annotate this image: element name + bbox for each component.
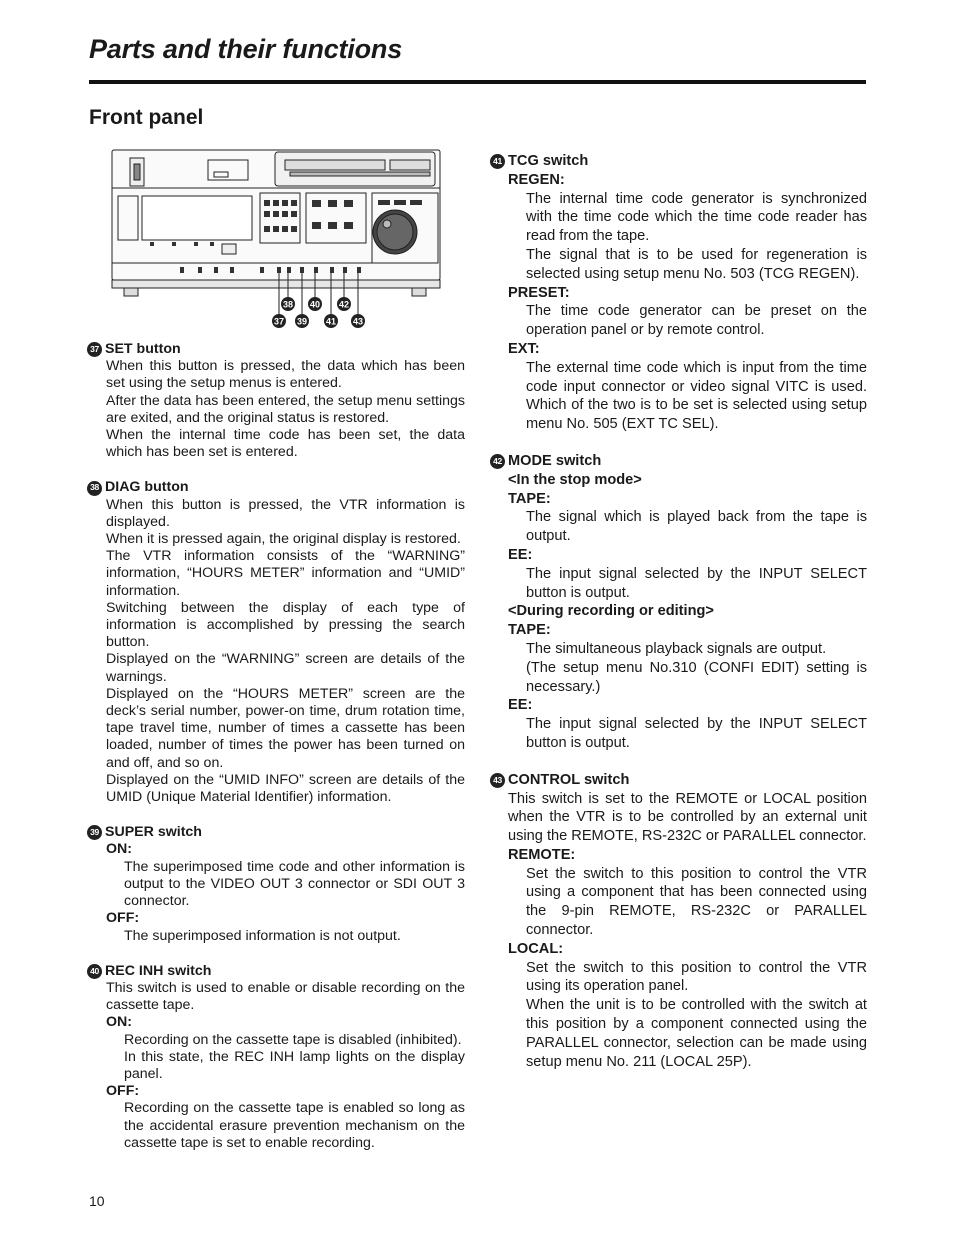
option-label: EE: [508,697,533,714]
option-text: Recording on the cassette tape is disabled (inhibited). [124,1031,462,1048]
option-label: REMOTE: [508,846,576,863]
option-label: ON: [106,1014,133,1031]
section-heading: CONTROL switch [508,771,630,788]
section-set-button [87,341,465,461]
title-rule [89,80,866,84]
paragraph: Displayed on the “UMID INFO” screen are details of the UMID (Unique Material Identifier) information. [106,771,465,806]
section-heading: MODE switch [508,452,602,469]
option-label: TAPE: [508,490,551,507]
option-text: Set the switch to this position to control the VTR using a component that has been connected using the 9-pin REMOTE, RS-232C or PARALLEL connector. [526,865,867,939]
option-label: OFF: [106,910,140,927]
option-label: EE: [508,546,533,563]
number-badge: 43 [490,773,505,788]
section-mode-switch [490,452,867,753]
front-panel-illustration [110,148,445,333]
option-text: The superimposed information is not output. [124,927,401,944]
number-badge: 41 [490,154,505,169]
number-badge: 42 [490,454,505,469]
option-label: EXT: [508,340,540,357]
option-label: ON: [106,841,133,858]
option-text: When the unit is to be controlled with the switch at this position by a component connected using the PARALLEL connector, selection can be made using setup menu No. 211 (LOCAL 25P). [526,997,867,1070]
option-text: Recording on the cassette tape is enabled so long as the accidental erasure prevention mechanism on the cassette tape is set to enable recording. [124,1100,465,1151]
section-tcg-switch [490,152,867,434]
paragraph: This switch is set to the REMOTE or LOCAL position when the VTR is to be controlled by an external unit using the REMOTE, RS-232C or PARALLEL connector. [508,790,867,845]
paragraph: Switching between the display of each type of information is accomplished by pressing the search button. [106,599,465,651]
paragraph: The VTR information consists of the “WARNING” information, “HOURS METER” information and “UMID” information. [106,548,465,599]
option-label: LOCAL: [508,940,564,957]
option-text: The time code generator can be preset on the operation panel or by remote control. [526,303,867,339]
section-super-switch [87,824,465,944]
callout-42-label: 42 [338,299,350,310]
option-text: The input signal selected by the INPUT SELECT button is output. [526,716,867,751]
callout-40-label: 40 [309,299,321,310]
paragraph: This switch is used to enable or disable recording on the cassette tape. [106,979,465,1014]
paragraph: When the internal time code has been set, the data which has been set is entered. [106,427,465,461]
option-text: In this state, the REC INH lamp lights on the display panel. [124,1048,465,1082]
right-column [490,152,867,1089]
option-label: TAPE: [508,622,551,639]
page-title: Parts and their functions [89,34,403,64]
option-text: The simultaneous playback signals are output. [526,640,827,657]
option-text: The input signal selected by the INPUT SELECT button is output. [526,565,867,601]
option-text: The external time code which is input from the time code input connector or video signal VITC is used. Which of the two is to be set is selected using setup menu No. 505 (EXT TC SEL). [526,359,867,433]
mode-label: <During recording or editing> [508,603,714,620]
section-heading: SET button [105,341,181,357]
paragraph: Displayed on the “WARNING” screen are details of the warnings. [106,651,465,685]
section-diag-button [87,479,465,806]
option-label: OFF: [106,1083,140,1100]
paragraph: Displayed on the “HOURS METER” screen are the deck’s serial number, power-on time, drum rotation time, tape travel time, number of times a cassette has been loaded, number of times the power has been turned on and off, and so on. [106,685,465,771]
section-rec-inh-switch [87,963,465,1152]
option-text: The signal which is played back from the tape is output. [526,509,867,545]
left-column [87,341,465,1170]
number-badge: 38 [87,481,102,496]
section-title: Front panel [89,106,204,129]
callout-39-label: 39 [296,316,308,327]
paragraph: When this button is pressed, the VTR information is displayed. [106,496,465,530]
section-heading: DIAG button [105,479,189,496]
callout-43-label: 43 [352,316,364,327]
page-number: 10 [89,1193,105,1209]
section-control-switch [490,771,867,1072]
number-badge: 37 [87,342,102,357]
paragraph: When it is pressed again, the original display is restored. [106,531,461,548]
option-label: PRESET: [508,284,570,301]
option-text: (The setup menu No.310 (CONFI EDIT) setting is necessary.) [526,659,867,695]
section-heading: TCG switch [508,153,589,169]
option-text: The superimposed time code and other information is output to the VIDEO OUT 3 connector or SDI OUT 3 connector. [124,858,465,910]
mode-label: <In the stop mode> [508,471,642,488]
callout-37-label: 37 [273,316,285,327]
option-label: REGEN: [508,171,565,188]
section-heading: REC INH switch [105,962,212,979]
callout-38-label: 38 [282,299,294,310]
number-badge: 39 [87,825,102,840]
paragraph: When this button is pressed, the data which has been set using the setup menus is entered. [106,358,465,392]
option-text: The signal that is to be used for regeneration is selected using setup menu No. 503 (TCG REGEN). [526,246,867,282]
number-badge: 40 [87,964,102,979]
callout-41-label: 41 [325,316,337,327]
option-text: Set the switch to this position to control the VTR using its operation panel. [526,959,867,995]
section-heading: SUPER switch [105,824,202,841]
option-text: The internal time code generator is synchronized with the time code which the time code reader has read from the tape. [526,190,867,245]
paragraph: After the data has been entered, the setup menu settings are exited, and the original status is restored. [106,392,465,426]
